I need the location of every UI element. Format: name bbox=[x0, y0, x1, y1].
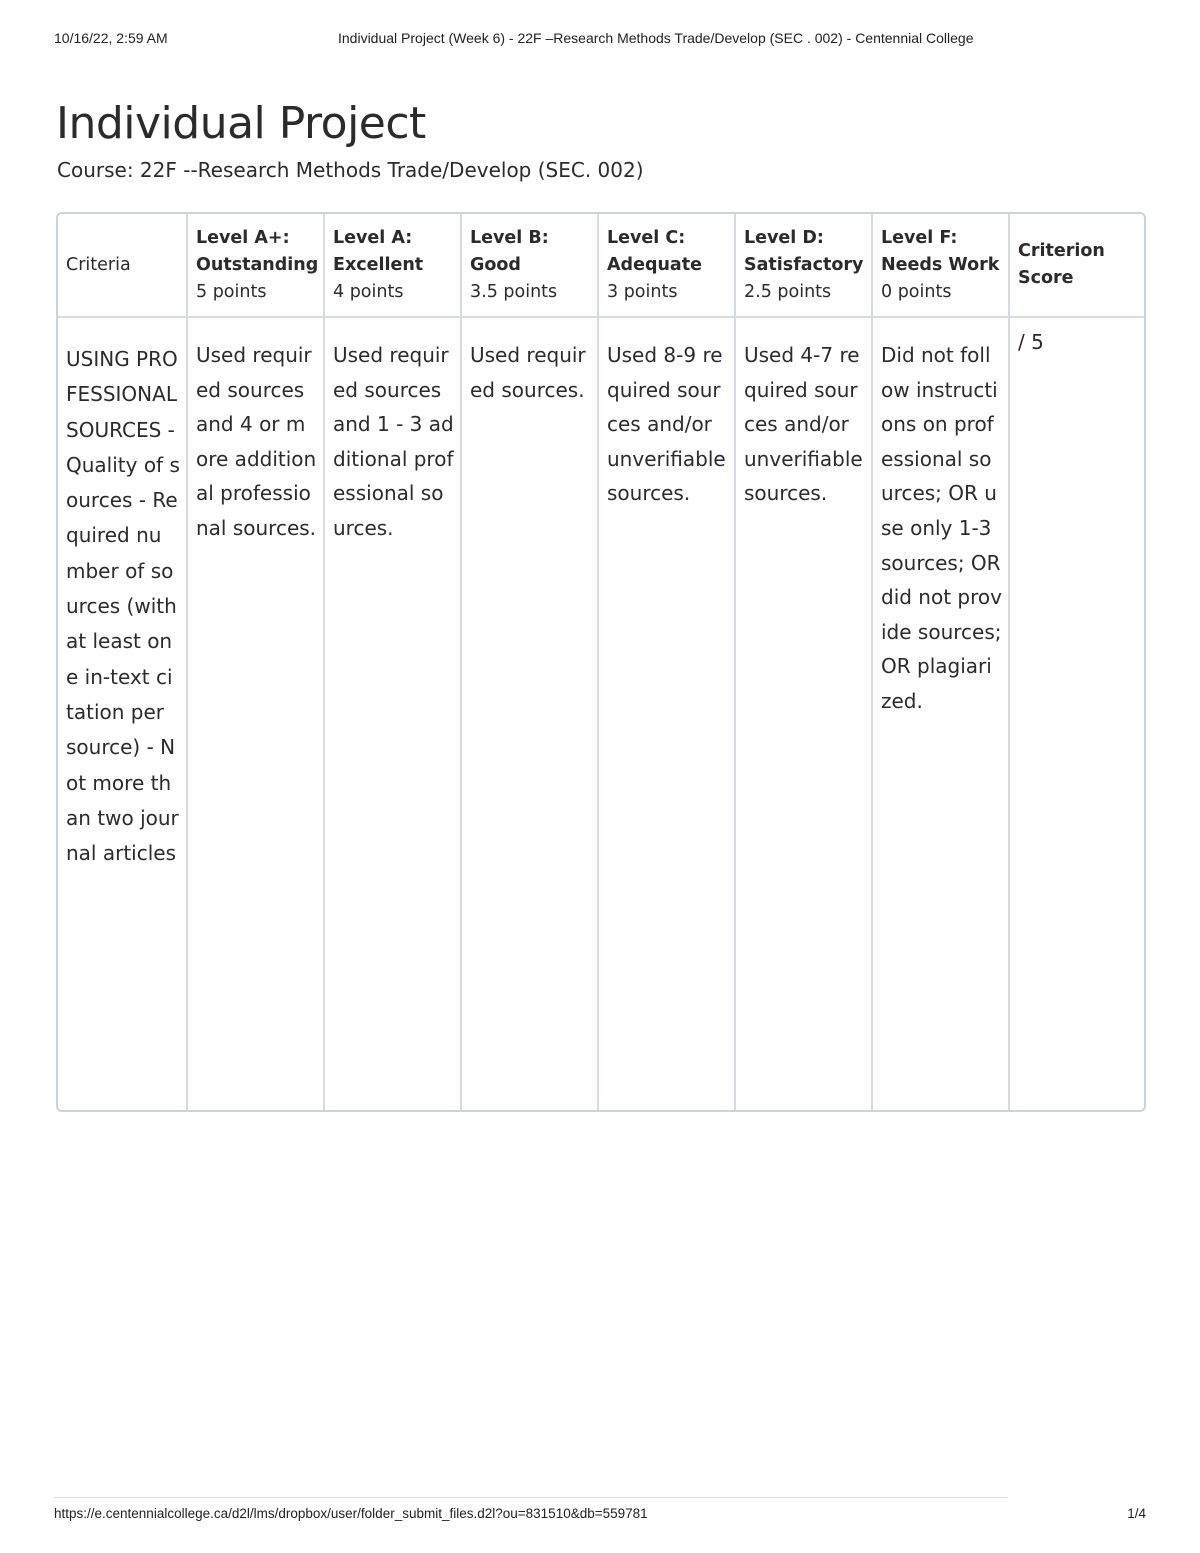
level-name: Level D: Satisfactory bbox=[744, 227, 864, 275]
level-points: 0 points bbox=[881, 281, 952, 302]
level-points: 2.5 points bbox=[744, 281, 832, 302]
print-datetime: 10/16/22, 2:59 AM bbox=[54, 30, 168, 46]
table-row bbox=[58, 317, 1144, 1110]
rubric-header-row bbox=[58, 214, 1144, 317]
level-description: Used 8-9 required sources and/or unverifiable sources. bbox=[598, 317, 735, 1110]
level-name: Level F: Needs Work bbox=[881, 227, 1000, 275]
criteria-header: Criteria bbox=[58, 214, 187, 317]
level-header bbox=[872, 214, 1009, 317]
level-description: Did not follow instructions on professional sources; OR use only 1-3 sources; OR did not provide sources; OR plagiarized. bbox=[872, 317, 1009, 1110]
level-description: Used required sources. bbox=[461, 317, 598, 1110]
level-description: Used required sources and 4 or more additional professional sources. bbox=[187, 317, 324, 1110]
level-description: Used 4-7 required sources and/or unverifiable sources. bbox=[735, 317, 872, 1110]
print-header bbox=[54, 30, 1146, 50]
criterion-score: / 5 bbox=[1009, 317, 1144, 1110]
level-header bbox=[598, 214, 735, 317]
level-name: Level C: Adequate bbox=[607, 227, 702, 275]
print-document-title: Individual Project (Week 6) - 22F –Research Methods Trade/Develop (SEC . 002) - Centennial College bbox=[338, 30, 974, 46]
level-points: 3.5 points bbox=[470, 281, 558, 302]
course-subtitle: Course: 22F --Research Methods Trade/Develop (SEC. 002) bbox=[57, 158, 644, 182]
page-number: 1/4 bbox=[1127, 1506, 1146, 1521]
level-points: 4 points bbox=[333, 281, 404, 302]
level-name: Level A: Excellent bbox=[333, 227, 424, 275]
level-name: Level A+: Outstanding bbox=[196, 227, 319, 275]
criterion-description: USING PROFESSIONAL SOURCES - Quality of sources - Required number of sources (with at least one in-text citation per source) - Not more than two journal articles bbox=[58, 317, 187, 1110]
rubric-table bbox=[56, 212, 1146, 1112]
level-name: Level B: Good bbox=[470, 227, 549, 275]
level-header bbox=[187, 214, 324, 317]
page-url: https://e.centennialcollege.ca/d2l/lms/dropbox/user/folder_submit_files.d2l?ou=831510&db=559781 bbox=[54, 1506, 648, 1521]
level-points: 3 points bbox=[607, 281, 678, 302]
level-header bbox=[461, 214, 598, 317]
level-points: 5 points bbox=[196, 281, 267, 302]
footer-divider bbox=[54, 1497, 1008, 1498]
level-description: Used required sources and 1 - 3 additional professional sources. bbox=[324, 317, 461, 1110]
level-header bbox=[735, 214, 872, 317]
criterion-score-header: Criterion Score bbox=[1009, 214, 1144, 317]
level-header bbox=[324, 214, 461, 317]
page-title: Individual Project bbox=[56, 98, 426, 149]
